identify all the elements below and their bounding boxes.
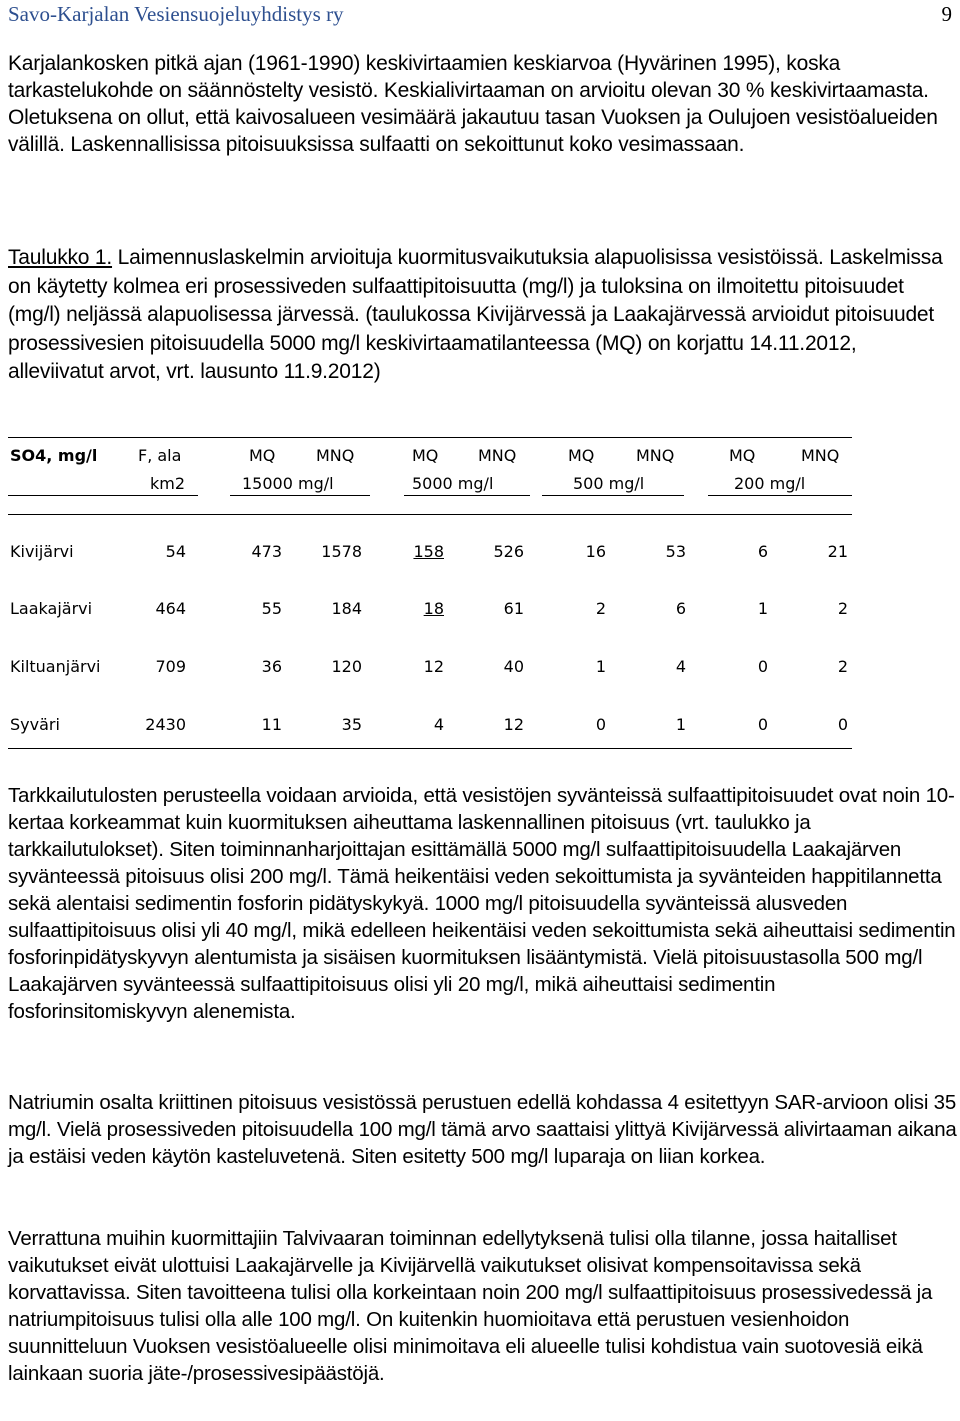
organization-name: Savo-Karjalan Vesiensuojeluyhdistys ry [8, 2, 344, 26]
header-bottom-rule [8, 514, 852, 515]
row-value: 53 [665, 542, 686, 561]
paragraph-sulfate-assessment: Tarkkailutulosten perusteella voidaan arvioida, että vesistöjen syvänteissä sulfaattipitoisuudet ovat noin 10-kertaa korkeammat kuin kuormituksen aiheuttama laskennallinen pitoisuus (vrt. taulukko ja tarkkailutulokset). Siten toiminnanharjoittajan esittämällä 5000 mg/l sulfaattipitoisuudella Laakajärven syvänteessä pitoisuus olisi 200 mg/l. Tämä heikentäisi veden sekoittumista ja syvänteiden happitilannetta sekä alentaisi sedimentin fosforin pidätyskykyä. 1000 mg/l pitoisuudella syvänteissä alusveden sulfaattipitoisuus olisi yli 40 mg/l, mikä edelleen heikentäisi veden sekoittumista sekä aiheuttaisi sedimentin fosforinpidätyskyvyn alentumista ja sisäisen kuormituksen lisääntymistä. Vielä pitoisuustasolla 500 mg/l Laakajärven syvänteessä sulfaattipitoisuus olisi yli 20 mg/l, mikä aiheuttaisi sedimentin fosforinsitomiskyvyn alenemista. [8, 784, 956, 1023]
row-lake-name: Kiltuanjärvi [10, 657, 101, 676]
header-mq-500: MQ [568, 446, 595, 465]
row-value: 1 [595, 657, 606, 676]
table-top-rule [8, 437, 852, 438]
row-area: 709 [155, 657, 186, 676]
row-lake-name: Kivijärvi [10, 542, 74, 561]
row-area: 464 [155, 599, 186, 618]
row-area: 2430 [145, 715, 186, 734]
page-number: 9 [941, 2, 952, 26]
row-value-corrected: 158 [413, 542, 444, 561]
row-value: 2 [595, 599, 606, 618]
row-value: 6 [675, 599, 686, 618]
row-lake-name: Syväri [10, 715, 60, 734]
row-value: 0 [757, 715, 768, 734]
row-value: 0 [757, 657, 768, 676]
row-value: 12 [503, 715, 524, 734]
table-caption [8, 244, 952, 387]
row-value: 2 [837, 599, 848, 618]
header-mnq-15000: MNQ [316, 446, 355, 465]
row-lake-name: Laakajärvi [10, 599, 93, 618]
paragraph-comparison: Verrattuna muihin kuormittajiin Talvivaaran toiminnan edellytyksenä tulisi olla tilanne, jossa haitalliset vaikutukset eivät ulottuisi Laakajärvelle ja Kivijärvellä vaikutukset olisivat kompensoitavissa sekä korvattavissa. Siten tavoitteena tulisi olla korkeintaan noin 200 mg/l sulfaattipitoisuus prosessivedessä ja natriumpitoisuus tulisi olla alle 100 mg/l. On kuitenkin huomioitava että perustuen vesienhoidon suunnitteluun Vuoksen vesistöalueelle olisi minimoitava eli alueelle tulisi kohdistua vain suotovesiä eikä lainkaan suoria jäte-/prosessivesipäästöjä. [8, 1227, 933, 1385]
header-area: F, ala [138, 446, 182, 465]
row-value: 526 [493, 542, 524, 561]
header-conc-5000: 5000 mg/l [412, 474, 494, 493]
table-bottom-rule [8, 748, 852, 749]
header-mnq-5000: MNQ [478, 446, 517, 465]
header-mnq-500: MNQ [636, 446, 675, 465]
row-value: 120 [331, 657, 362, 676]
header-mq-15000: MQ [249, 446, 276, 465]
paragraph-sodium: Natriumin osalta kriittinen pitoisuus vesistössä perustuen edellä kohdassa 4 esitettyyn SAR-arvioon olisi 35 mg/l. Vielä prosessiveden pitoisuudella 100 mg/l tämä arvo saattaisi ylittyä Kivijärvessä alivirtaaman aikana ja estäisi veden käytön kasteluvetenä. Siten esitetty 500 mg/l luparaja on liian korkea. [8, 1091, 957, 1168]
row-value: 40 [503, 657, 524, 676]
row-value: 0 [595, 715, 606, 734]
row-value: 1 [757, 599, 768, 618]
row-value: 473 [251, 542, 282, 561]
header-km2: km2 [150, 474, 186, 493]
header-underline-500 [542, 495, 684, 496]
header-underline-200 [708, 495, 852, 496]
table-caption-text: Laimennuslaskelmin arvioituja kuormitusvaikutuksia alapuolisissa vesistöissä. Laskelmissa on käytetty kolmea eri prosessiveden sulfaattipitoisuutta (mg/l) ja tuloksina on ilmoitettu pitoisuudet (mg/l) neljässä alapuolisessa järvessä. (taulukossa Kivijärvessä ja Laakajärvessä arvioidut pitoisuudet prosessivesien pitoisuudella 5000 mg/l keskivirtaamatilanteessa (MQ) on korjattu 14.11.2012, alleviivatut arvot, vrt. lausunto 11.9.2012) [8, 246, 943, 383]
row-value: 0 [837, 715, 848, 734]
row-value: 21 [827, 542, 848, 561]
row-value: 6 [757, 542, 768, 561]
row-value: 11 [261, 715, 282, 734]
header-conc-200: 200 mg/l [734, 474, 806, 493]
intro-paragraph: Karjalankosken pitkä ajan (1961-1990) keskivirtaamien keskiarvoa (Hyvärinen 1995), koska tarkastelukohde on säännöstelty vesistö. Keskialivirtaaman on arvioitu olevan 30 % keskivirtaamasta. Oletuksena on ollut, että kaivosalueen vesimäärä jakautuu tasan Vuoksen ja Oulujoen vesistöalueiden välillä. Laskennallisissa pitoisuuksissa sulfaatti on sekoittunut koko vesimassaan. [8, 52, 938, 156]
page-header [8, 2, 952, 30]
row-value: 12 [423, 657, 444, 676]
row-value: 4 [433, 715, 444, 734]
header-underline-5000 [404, 495, 530, 496]
header-mq-200: MQ [729, 446, 756, 465]
row-value: 2 [837, 657, 848, 676]
row-value: 35 [341, 715, 362, 734]
dilution-table [8, 437, 852, 757]
header-underline-area [8, 495, 198, 496]
header-conc-15000: 15000 mg/l [242, 474, 334, 493]
header-conc-500: 500 mg/l [573, 474, 645, 493]
row-value-corrected: 18 [423, 599, 444, 618]
row-value: 1578 [321, 542, 362, 561]
header-so4: SO4, mg/l [10, 446, 98, 465]
header-underline-15000 [230, 495, 370, 496]
row-value: 4 [675, 657, 686, 676]
row-value: 61 [503, 599, 524, 618]
row-value: 184 [331, 599, 362, 618]
header-mq-5000: MQ [412, 446, 439, 465]
row-area: 54 [165, 542, 186, 561]
row-value: 36 [261, 657, 282, 676]
row-value: 55 [261, 599, 282, 618]
row-value: 1 [675, 715, 686, 734]
table-caption-label: Taulukko 1. [8, 246, 113, 269]
header-mnq-200: MNQ [801, 446, 840, 465]
row-value: 16 [585, 542, 606, 561]
